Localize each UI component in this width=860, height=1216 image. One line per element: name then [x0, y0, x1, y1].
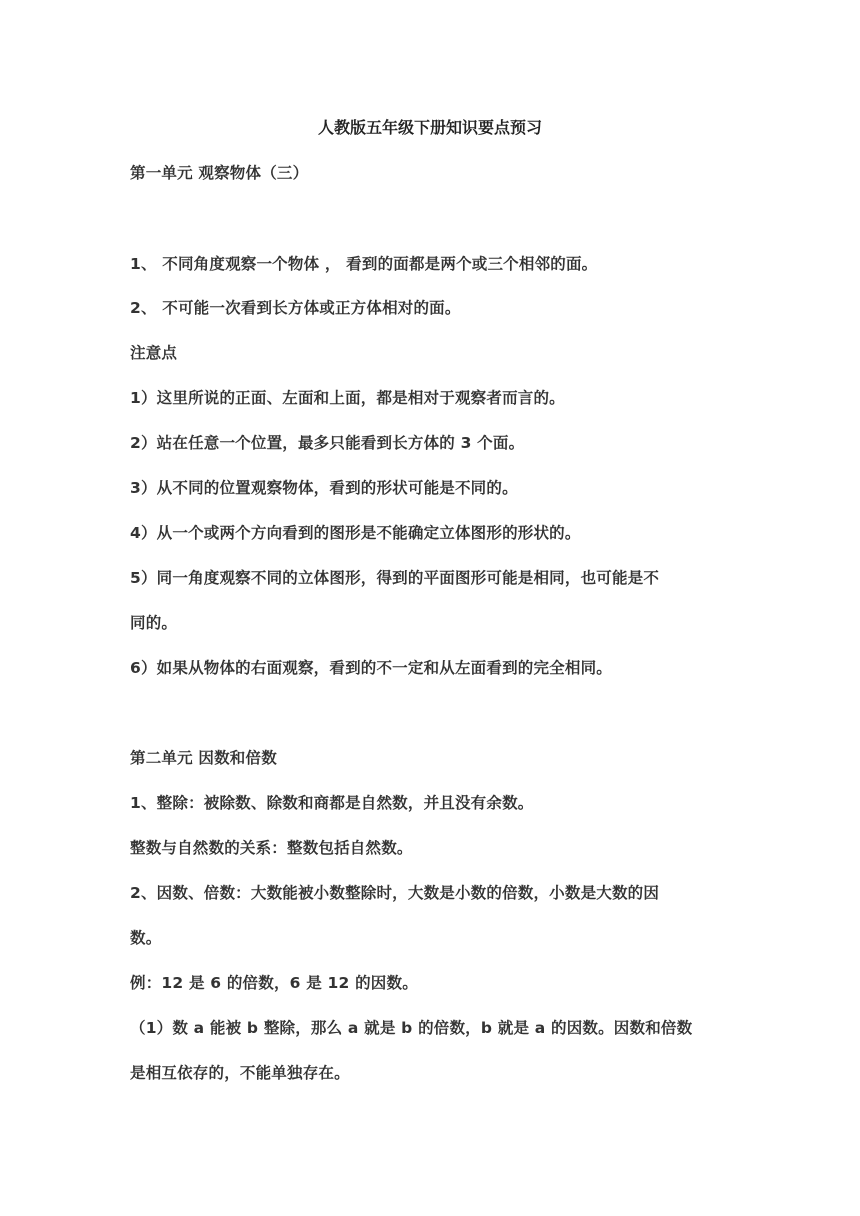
document-title: 人教版五年级下册知识要点预习 [317, 118, 542, 137]
note-line: 3）从不同的位置观察物体，看到的形状可能是不同的。 [130, 479, 518, 497]
unit2-line: （1）数 a 能被 b 整除，那么 a 就是 b 的倍数，b 就是 a 的因数。因数和倍数 [130, 1019, 693, 1037]
unit2-heading: 第二单元 因数和倍数 [130, 749, 277, 767]
note-line: 4）从一个或两个方向看到的图形是不能确定立体图形的形状的。 [130, 524, 581, 542]
note-line: 6）如果从物体的右面观察，看到的不一定和从左面看到的完全相同。 [130, 659, 612, 677]
unit1-heading: 第一单元 观察物体（三） [130, 164, 309, 182]
note-line: 1）这里所说的正面、左面和上面，都是相对于观察者而言的。 [130, 389, 565, 407]
unit2-line: 2、因数、倍数：大数能被小数整除时，大数是小数的倍数，小数是大数的因 [130, 884, 660, 902]
unit2-line: 是相互依存的，不能单独存在。 [130, 1064, 350, 1082]
unit2-line: 1、整除：被除数、除数和商都是自然数，并且没有余数。 [130, 794, 534, 812]
unit2-line: 整数与自然数的关系：整数包括自然数。 [130, 839, 413, 857]
note-line: 5）同一角度观察不同的立体图形，得到的平面图形可能是相同，也可能是不 [130, 569, 660, 587]
unit2-line: 例：12 是 6 的倍数，6 是 12 的因数。 [130, 974, 418, 992]
note-line: 同的。 [130, 614, 178, 632]
unit1-point-1: 1、 不同角度观察一个物体 ， 看到的面都是两个或三个相邻的面。 [130, 255, 598, 273]
notes-heading: 注意点 [130, 344, 178, 362]
unit1-point-2: 2、 不可能一次看到长方体或正方体相对的面。 [130, 299, 461, 317]
unit2-line: 数。 [130, 929, 162, 947]
note-line: 2）站在任意一个位置，最多只能看到长方体的 3 个面。 [130, 434, 525, 452]
